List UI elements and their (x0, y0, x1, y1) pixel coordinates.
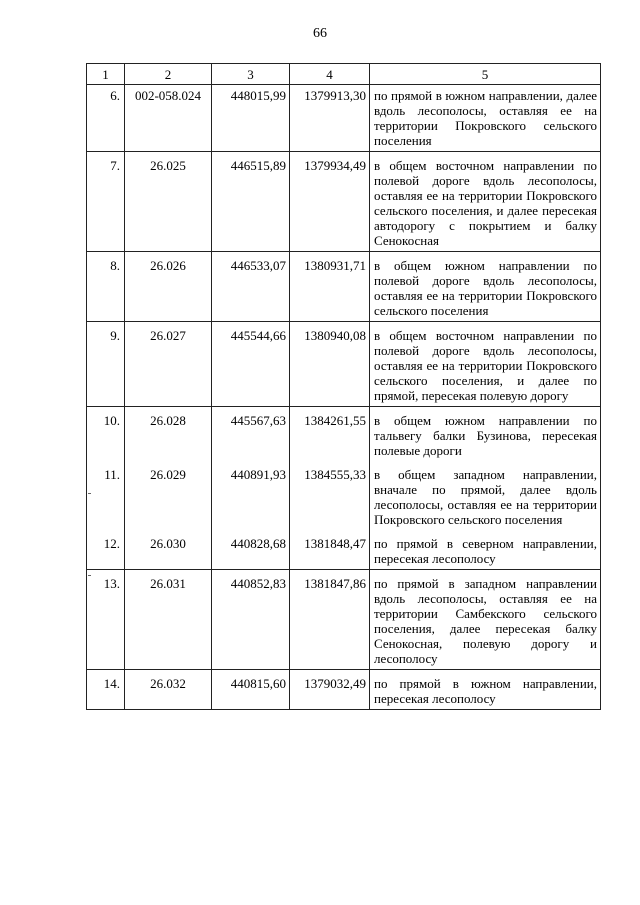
point-id: 26.030 (125, 530, 212, 570)
header-col-1: 1 (87, 64, 125, 85)
table-row (87, 670, 601, 710)
coord-y: 1384261,55 (290, 407, 370, 462)
page-number: 66 (313, 26, 327, 41)
coord-y: 1380940,08 (290, 322, 370, 407)
row-number: 8. (87, 252, 125, 322)
margin-tick (88, 493, 91, 494)
header-col-5: 5 (370, 64, 601, 85)
table-row (87, 570, 601, 670)
table-row (87, 407, 601, 462)
coord-x: 445567,63 (212, 407, 290, 462)
boundary-description: в общем южном направлении по полевой дороге вдоль лесополосы, оставляя ее на территории Покровского сельского поселения (370, 252, 601, 322)
table-row (87, 252, 601, 322)
coord-x: 440891,93 (212, 461, 290, 530)
coord-x: 440828,68 (212, 530, 290, 570)
coord-y: 1379934,49 (290, 152, 370, 252)
boundary-description: в общем южном направлении по тальвегу балки Бузинова, пересекая полевые дороги (370, 407, 601, 462)
coord-x: 446515,89 (212, 152, 290, 252)
point-id: 26.026 (125, 252, 212, 322)
coord-y: 1379032,49 (290, 670, 370, 710)
coord-x: 440852,83 (212, 570, 290, 670)
coord-x: 448015,99 (212, 85, 290, 152)
table-row (87, 152, 601, 252)
point-id: 26.031 (125, 570, 212, 670)
table-row (87, 322, 601, 407)
point-id: 26.029 (125, 461, 212, 530)
row-number: 14. (87, 670, 125, 710)
header-col-2: 2 (125, 64, 212, 85)
row-number: 10. (87, 407, 125, 462)
point-id: 26.028 (125, 407, 212, 462)
boundary-description: по прямой в западном направлении вдоль лесополосы, оставляя ее на территории Самбекского сельского поселения, далее пересекая балку Сенокосная, полевую дорогу и лесополосу (370, 570, 601, 670)
row-number: 7. (87, 152, 125, 252)
table-header-row (87, 64, 601, 85)
boundary-description: в общем западном направлении, вначале по прямой, далее вдоль лесополосы, оставляя ее на территории Покровского сельского поселения (370, 461, 601, 530)
point-id: 26.032 (125, 670, 212, 710)
coord-y: 1379913,30 (290, 85, 370, 152)
row-number: 13. (87, 570, 125, 670)
coord-x: 445544,66 (212, 322, 290, 407)
row-number: 6. (87, 85, 125, 152)
header-col-4: 4 (290, 64, 370, 85)
coord-x: 446533,07 (212, 252, 290, 322)
boundary-description: по прямой в южном направлении, далее вдоль лесополосы, оставляя ее на территории Покровского сельского поселения (370, 85, 601, 152)
point-id: 26.025 (125, 152, 212, 252)
margin-tick (88, 575, 91, 576)
boundary-description: в общем восточном направлении по полевой дороге вдоль лесополосы, оставляя ее на территории Покровского сельского поселения, и далее пересекая автодорогу с покрытием и балку Сенокосная (370, 152, 601, 252)
boundary-points-table (86, 63, 601, 710)
row-number: 9. (87, 322, 125, 407)
coord-x: 440815,60 (212, 670, 290, 710)
coord-y: 1380931,71 (290, 252, 370, 322)
boundary-description: по прямой в северном направлении, пересекая лесополосу (370, 530, 601, 570)
boundary-description: по прямой в южном направлении, пересекая лесополосу (370, 670, 601, 710)
coord-y: 1381847,86 (290, 570, 370, 670)
point-id: 002-058.024 (125, 85, 212, 152)
header-col-3: 3 (212, 64, 290, 85)
row-number: 11. (87, 461, 125, 530)
boundary-description: в общем восточном направлении по полевой дороге вдоль лесополосы, оставляя ее на территории Покровского сельского поселения, и далее по прямой, пересекая полевую дорогу (370, 322, 601, 407)
coord-y: 1381848,47 (290, 530, 370, 570)
table-row (87, 530, 601, 570)
row-number: 12. (87, 530, 125, 570)
table-row (87, 461, 601, 530)
point-id: 26.027 (125, 322, 212, 407)
table-row (87, 85, 601, 152)
coord-y: 1384555,33 (290, 461, 370, 530)
